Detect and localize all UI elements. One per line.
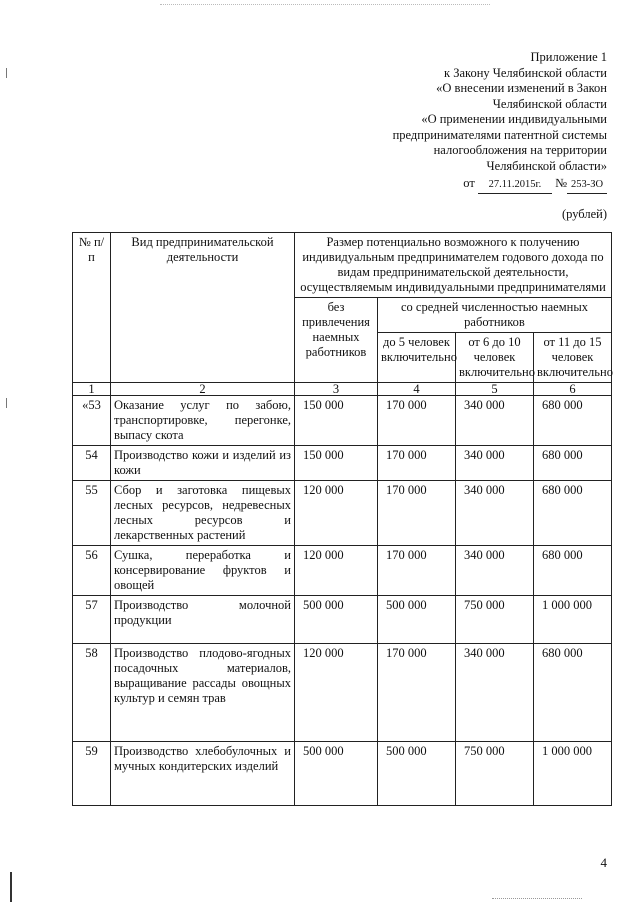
row-value: 1 000 000 xyxy=(534,742,612,806)
table-row xyxy=(73,396,612,446)
header-activity: Вид предпринимательской деятельности xyxy=(111,233,295,383)
header-line: Челябинской области xyxy=(492,96,607,111)
row-value: 680 000 xyxy=(534,481,612,546)
table-header-row xyxy=(73,233,612,298)
table-row xyxy=(73,546,612,596)
row-activity: Сушка, переработка и консервирование фруктов и овощей xyxy=(111,546,295,596)
row-activity: Производство кожи и изделий из кожи xyxy=(111,446,295,481)
margin-mark xyxy=(6,398,7,408)
index-cell: 2 xyxy=(111,383,295,396)
header-income: Размер потенциально возможного к получению индивидуальным предпринимателем годового дохода по видам предпринимательской деятельности, осуществляемым индивидуальными предпринимателями xyxy=(295,233,612,298)
row-number: «53 xyxy=(73,396,111,446)
scan-bottom-line xyxy=(492,898,582,899)
row-value: 750 000 xyxy=(456,742,534,806)
header-11to15: от 11 до 15 человек включительно xyxy=(534,333,612,383)
date-prefix: от xyxy=(463,176,475,190)
row-activity: Производство молочной продукции xyxy=(111,596,295,644)
row-value: 340 000 xyxy=(456,396,534,446)
row-value: 120 000 xyxy=(295,546,378,596)
row-value: 1 000 000 xyxy=(534,596,612,644)
table-row xyxy=(73,446,612,481)
row-value: 120 000 xyxy=(295,644,378,742)
index-cell: 1 xyxy=(73,383,111,396)
row-value: 500 000 xyxy=(378,742,456,806)
row-value: 340 000 xyxy=(456,644,534,742)
header-line: «О применении индивидуальными xyxy=(421,112,607,126)
header-avg-workers: со средней численностью наемных работников xyxy=(378,298,612,333)
table-row xyxy=(73,596,612,644)
header-line: предпринимателями патентной системы xyxy=(392,127,607,142)
row-number: 57 xyxy=(73,596,111,644)
column-index-row xyxy=(73,383,612,396)
index-cell: 6 xyxy=(534,383,612,396)
row-value: 170 000 xyxy=(378,546,456,596)
row-value: 500 000 xyxy=(295,596,378,644)
row-value: 680 000 xyxy=(534,446,612,481)
row-number: 55 xyxy=(73,481,111,546)
number-value: 253-ЗО xyxy=(567,177,607,194)
header-line: Приложение 1 xyxy=(530,50,607,64)
row-value: 150 000 xyxy=(295,396,378,446)
header-line: Челябинской области» xyxy=(486,158,607,173)
table-row xyxy=(73,481,612,546)
row-value: 120 000 xyxy=(295,481,378,546)
header-line: налогообложения на территории xyxy=(433,143,607,157)
row-number: 58 xyxy=(73,644,111,742)
header-line: «О внесении изменений в Закон xyxy=(436,81,607,95)
row-value: 170 000 xyxy=(378,481,456,546)
header-6to10: от 6 до 10 человек включительно xyxy=(456,333,534,383)
date-line xyxy=(327,176,607,194)
appendix-header xyxy=(327,50,607,194)
row-activity: Производство хлебобулочных и мучных кондитерских изделий xyxy=(111,742,295,806)
date-value: 27.11.2015г. xyxy=(478,177,552,194)
index-cell: 4 xyxy=(378,383,456,396)
row-value: 340 000 xyxy=(456,481,534,546)
row-value: 750 000 xyxy=(456,596,534,644)
header-no-workers: без привлечения наемных работников xyxy=(295,298,378,383)
income-table xyxy=(72,232,612,806)
row-value: 170 000 xyxy=(378,396,456,446)
row-number: 54 xyxy=(73,446,111,481)
page-number: 4 xyxy=(600,855,607,870)
margin-mark xyxy=(10,872,12,902)
index-cell: 5 xyxy=(456,383,534,396)
table-row xyxy=(73,644,612,742)
header-num: № п/п xyxy=(73,233,111,383)
table-row xyxy=(73,742,612,806)
row-value: 680 000 xyxy=(534,546,612,596)
scan-top-line xyxy=(160,4,490,5)
header-upto5: до 5 человек включительно xyxy=(378,333,456,383)
row-value: 500 000 xyxy=(378,596,456,644)
row-number: 59 xyxy=(73,742,111,806)
row-value: 340 000 xyxy=(456,446,534,481)
row-value: 500 000 xyxy=(295,742,378,806)
currency-note: (рублей) xyxy=(561,207,607,221)
row-value: 170 000 xyxy=(378,446,456,481)
row-activity: Оказание услуг по забою, транспортировке, перегонке, выпасу скота xyxy=(111,396,295,446)
row-value: 170 000 xyxy=(378,644,456,742)
index-cell: 3 xyxy=(295,383,378,396)
row-value: 150 000 xyxy=(295,446,378,481)
margin-mark xyxy=(6,68,7,78)
row-number: 56 xyxy=(73,546,111,596)
row-value: 680 000 xyxy=(534,396,612,446)
row-activity: Производство плодово-ягодных посадочных материалов, выращивание рассады овощных культур и семян трав xyxy=(111,644,295,742)
row-value: 680 000 xyxy=(534,644,612,742)
number-prefix: № xyxy=(555,176,567,190)
row-value: 340 000 xyxy=(456,546,534,596)
header-line: к Закону Челябинской области xyxy=(444,65,607,80)
row-activity: Сбор и заготовка пищевых лесных ресурсов, недревесных лесных ресурсов и лекарственных растений xyxy=(111,481,295,546)
